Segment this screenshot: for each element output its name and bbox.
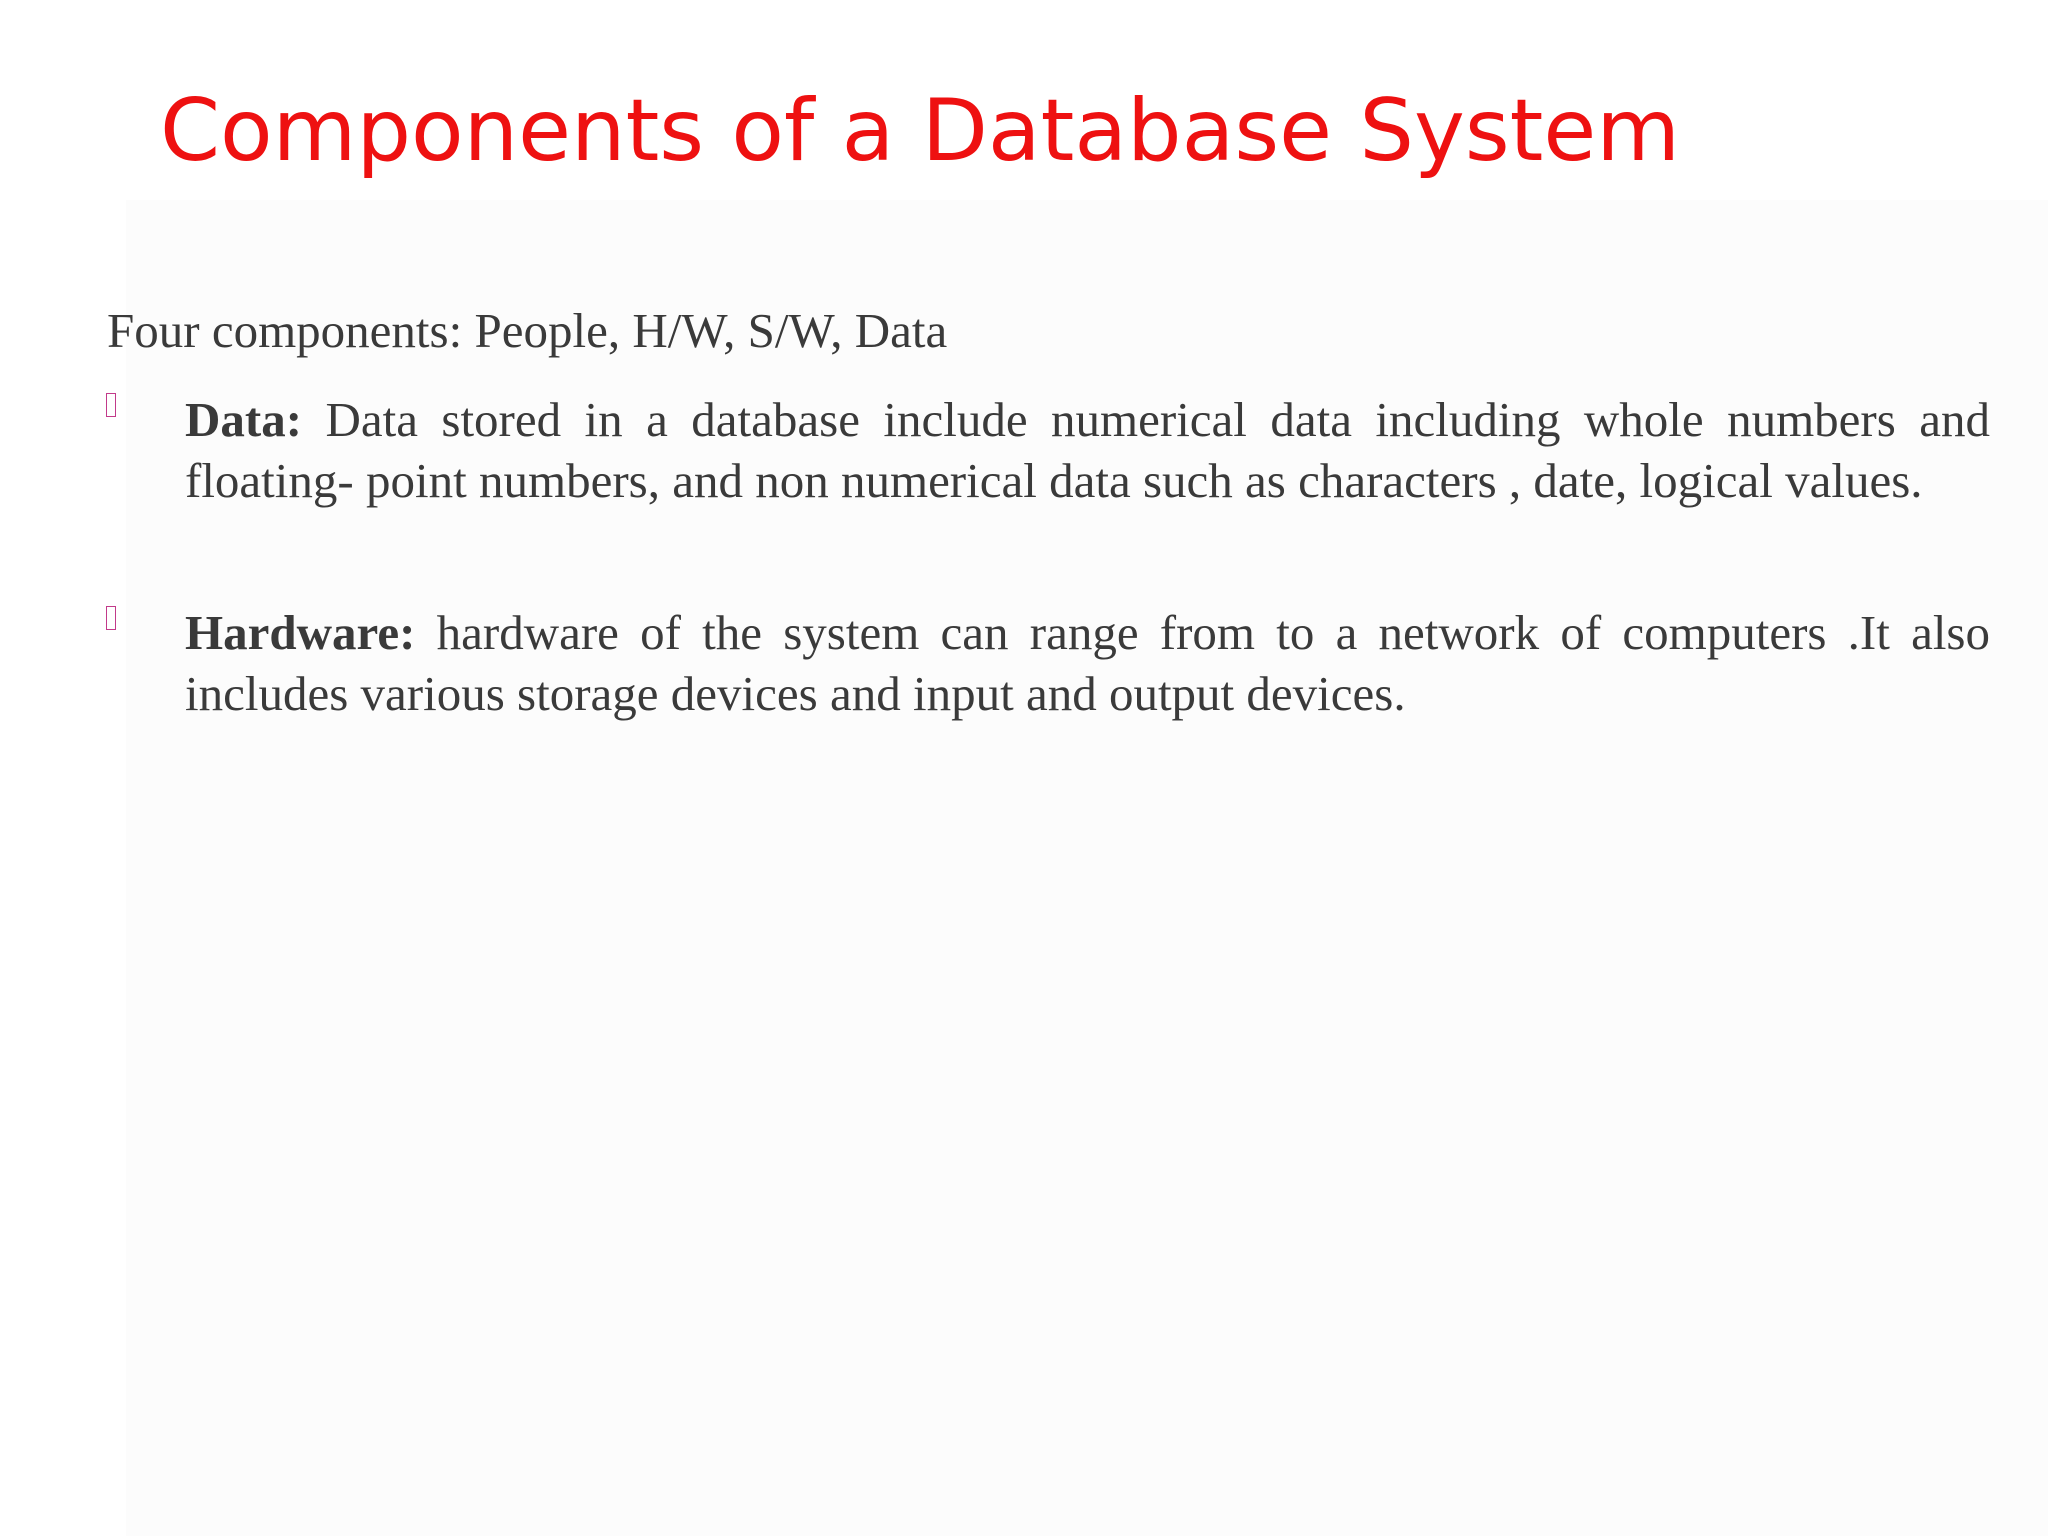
bullet-text: [185, 389, 1990, 511]
bullet-data: [106, 389, 1990, 511]
bullet-hardware: [106, 602, 1990, 724]
bullet-term: Data:: [185, 392, 303, 447]
bullet-body: Data stored in a database include numerical data including whole numbers and floating- point numbers, and non numerical data such as characters , date, logical values.: [185, 392, 1990, 508]
bullet-term: Hardware:: [185, 605, 416, 660]
bullet-text: [185, 602, 1990, 724]
slide-title: Components of a Database System: [160, 81, 1681, 181]
bullet-marker-icon: [106, 393, 116, 417]
intro-line: Four components: People, H/W, S/W, Data: [107, 303, 948, 358]
bullet-marker-icon: [106, 606, 116, 630]
bullet-body: hardware of the system can range from to a network of computers .It also includes various storage devices and input and output devices.: [185, 605, 1990, 721]
